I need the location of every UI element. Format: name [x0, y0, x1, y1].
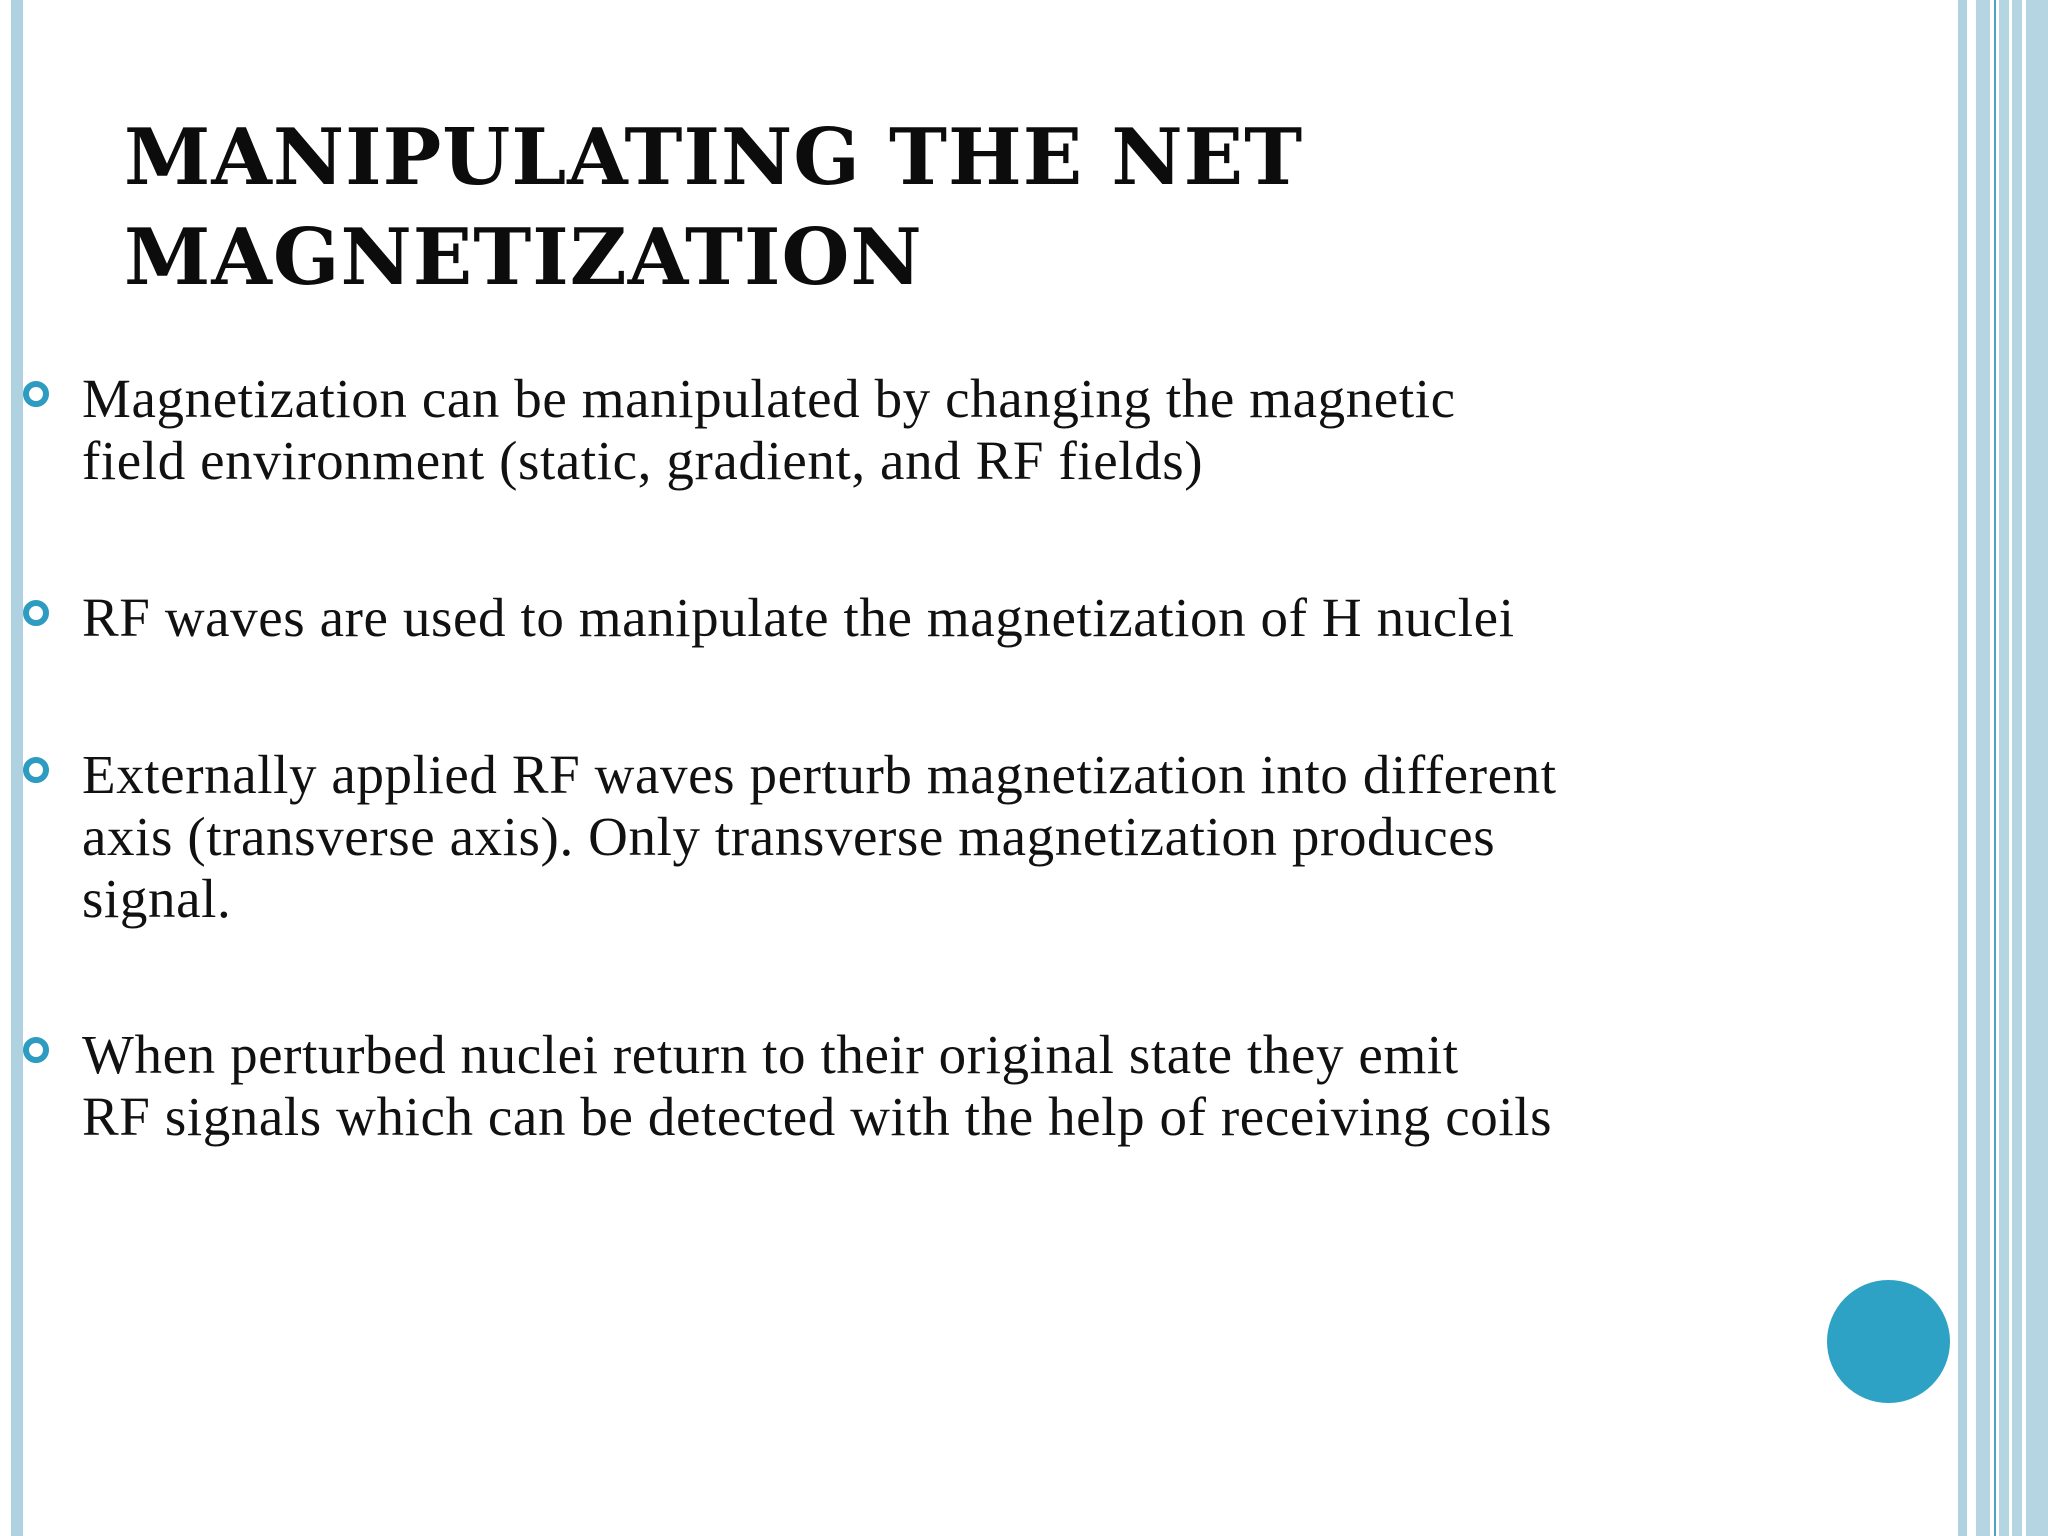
bullet-text-line: field environment (static, gradient, and RF fields)	[82, 430, 1204, 491]
bullet-text-line: RF waves are used to manipulate the magnetization of H nuclei	[82, 587, 1515, 648]
right-decorative-stripe	[1999, 0, 2009, 1536]
filled-circle-decoration	[1827, 1280, 1950, 1403]
right-decorative-stripe	[2012, 0, 2022, 1536]
bullet-text	[82, 368, 1882, 492]
slide-title-line: MAGNETIZATION	[124, 212, 923, 303]
left-decorative-stripe	[11, 0, 23, 1536]
bullet-text-line: signal.	[82, 868, 232, 929]
hollow-circle-bullet-icon	[23, 381, 49, 407]
right-decorative-stripe	[1976, 0, 1990, 1536]
bullet-text-line: RF signals which can be detected with the help of receiving coils	[82, 1086, 1553, 1147]
hollow-circle-bullet-icon	[23, 1037, 49, 1063]
slide-title	[124, 108, 1824, 308]
right-decorative-stripe	[2026, 0, 2048, 1536]
bullet-text-line: Magnetization can be manipulated by changing the magnetic	[82, 368, 1456, 429]
slide-title-line: MANIPULATING THE NET	[124, 112, 1304, 203]
hollow-circle-bullet-icon	[23, 757, 49, 783]
bullet-text-line: axis (transverse axis). Only transverse magnetization produces	[82, 806, 1496, 867]
bullet-text	[82, 1024, 1882, 1148]
bullet-text-line: Externally applied RF waves perturb magnetization into different	[82, 744, 1557, 805]
right-decorative-stripe	[1994, 0, 1996, 1536]
bullet-text-line: When perturbed nuclei return to their original state they emit	[82, 1024, 1459, 1085]
bullet-text	[82, 744, 1882, 930]
hollow-circle-bullet-icon	[23, 600, 49, 626]
bullet-text	[82, 587, 1882, 649]
right-decorative-stripe	[1958, 0, 1967, 1536]
